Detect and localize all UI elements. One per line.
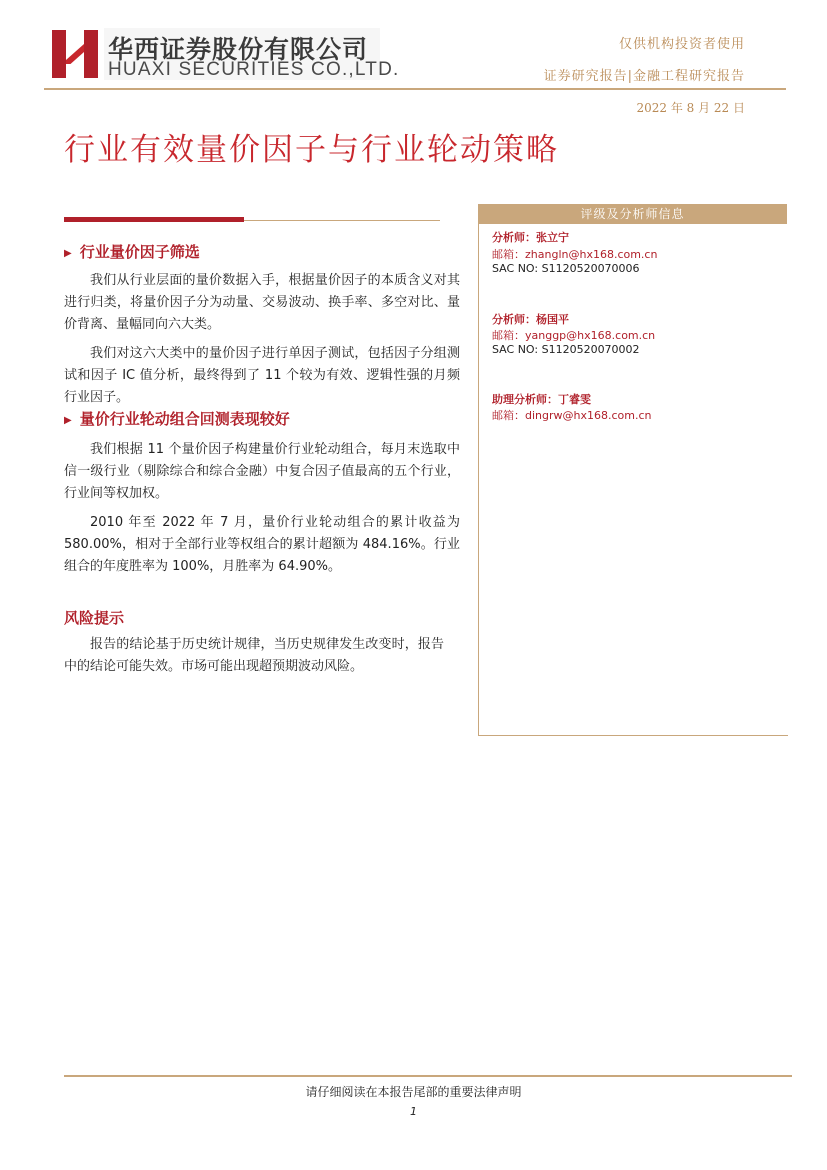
assistant-analyst-name: 助理分析师：丁睿雯 — [492, 393, 591, 406]
page-number: 1 — [410, 1105, 417, 1118]
analyst-name: 分析师：张立宁 — [492, 231, 569, 244]
email-link[interactable]: zhangln@hx168.com.cn — [525, 248, 658, 261]
report-type: 证券研究报告|金融工程研究报告 — [543, 69, 745, 84]
section-body-backtest — [64, 439, 460, 578]
analyst-email: 邮箱：dingrw@hx168.com.cn — [492, 409, 652, 422]
huaxi-logo-icon — [52, 30, 98, 78]
section-heading-factor-screening: ▶ 行业量价因子筛选 — [64, 243, 200, 261]
analyst-sac: SAC NO: S1120520070002 — [492, 343, 640, 356]
email-link[interactable]: dingrw@hx168.com.cn — [525, 409, 652, 422]
triangle-bullet-icon: ▶ — [64, 248, 72, 259]
company-name-en: HUAXI SECURITIES CO.,LTD. — [108, 59, 400, 80]
header-divider — [44, 88, 786, 90]
footer-divider — [64, 1075, 792, 1077]
section-bar-accent — [64, 217, 244, 222]
analyst-info-box — [478, 204, 788, 736]
section-body-factor-screening — [64, 270, 460, 409]
risk-heading: 风险提示 — [64, 609, 125, 627]
section-heading-backtest: ▶ 量价行业轮动组合回测表现较好 — [64, 410, 290, 428]
report-date: 2022 年 8 月 22 日 — [636, 101, 745, 115]
triangle-bullet-icon: ▶ — [64, 415, 72, 426]
paragraph: 报告的结论基于历史统计规律，当历史规律发生改变时，报告中的结论可能失效。市场可能出现超预期波动风险。 — [64, 637, 444, 674]
investor-notice: 仅供机构投资者使用 — [618, 37, 745, 52]
section-bar-line — [244, 220, 440, 221]
paragraph: 我们从行业层面的量价数据入手，根据量价因子的本质含义对其进行归类，将量价因子分为动量、交易波动、换手率、多空对比、量价背离、量幅同向六大类。 — [64, 273, 460, 332]
report-title: 行业有效量价因子与行业轮动策略 — [64, 132, 559, 168]
analyst-sac: SAC NO: S1120520070006 — [492, 262, 640, 275]
analyst-email: 邮箱：yanggp@hx168.com.cn — [492, 329, 656, 342]
paragraph: 我们根据 11 个量价因子构建量价行业轮动组合，每月末选取中信一级行业（剔除综合和综合金融）中复合因子值最高的五个行业，行业间等权加权。 — [64, 442, 460, 501]
email-link[interactable]: yanggp@hx168.com.cn — [525, 329, 656, 342]
analyst-name: 分析师：杨国平 — [492, 313, 569, 326]
analyst-info-title: 评级及分析师信息 — [478, 204, 787, 224]
analyst-email: 邮箱：zhangln@hx168.com.cn — [492, 248, 658, 261]
company-name-cn: 华西证券股份有限公司 — [108, 35, 369, 64]
paragraph: 2010 年至 2022 年 7 月，量价行业轮动组合的累计收益为 580.00%，相对于全部行业等权组合的累计超额为 484.16%。行业组合的年度胜率为 100%，月胜率为 64.90%。 — [64, 515, 460, 574]
risk-body — [64, 634, 444, 678]
paragraph: 我们对这六大类中的量价因子进行单因子测试，包括因子分组测试和因子 IC 值分析，最终得到了 11 个较为有效、逻辑性强的月频行业因子。 — [64, 346, 460, 405]
legal-disclaimer: 请仔细阅读在本报告尾部的重要法律声明 — [305, 1085, 522, 1099]
